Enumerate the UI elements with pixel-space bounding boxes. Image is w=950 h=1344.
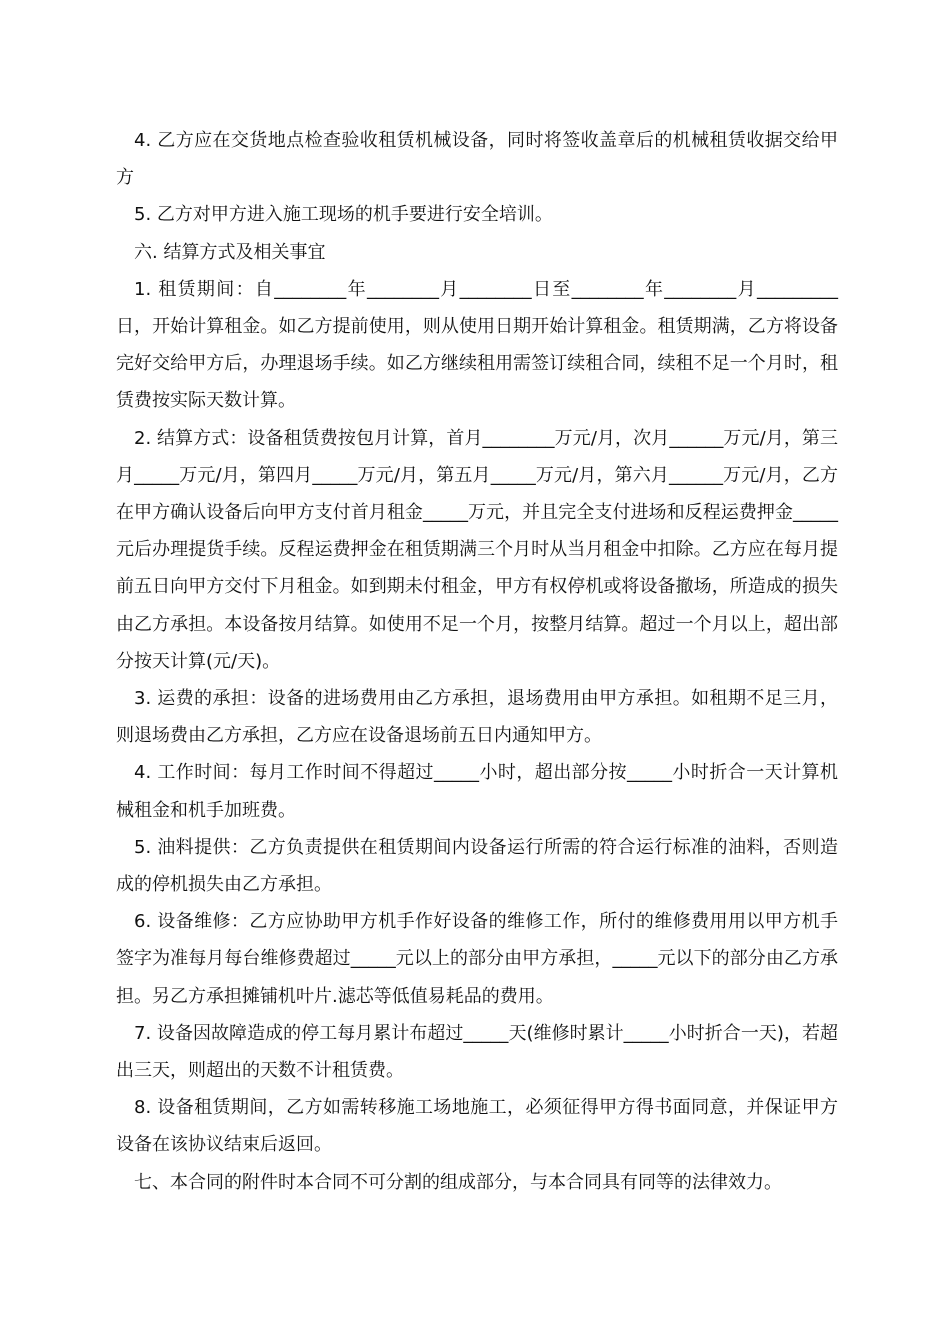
section-7-annex: 七、本合同的附件时本合同不可分割的组成部分，与本合同具有同等的法律效力。 [134, 1171, 782, 1193]
clause-5-safety-training: 5. 乙方对甲方进入施工现场的机手要进行安全培训。 [134, 204, 553, 226]
clause-6-maintenance: 6. 设备维修：乙方应协助甲方机手作好设备的维修工作，所付的维修费用用以甲方机手签字为准每月每台维修费超过_____元以上的部分由甲方承担，_____元以下的部分由乙方承担。另乙方承担摊铺机叶片.滤芯等低值易耗品的费用。 [116, 911, 838, 1007]
section-6-heading: 六. 结算方式及相关事宜 [134, 241, 326, 263]
document-body [116, 122, 838, 1201]
clause-4-working-hours: 4. 工作时间：每月工作时间不得超过_____小时，超出部分按_____小时折合一天计算机械租金和机手加班费。 [116, 762, 838, 821]
clause-2-settlement-method: 2. 结算方式：设备租赁费按包月计算，首月________万元/月，次月______万元/月，第三月_____万元/月，第四月_____万元/月，第五月_____万元/月，第六月______万元/月，乙方在甲方确认设备后向甲方支付首月租金_____万元，并且完全支付进场和反程运费押金_____元后办理提货手续。反程运费押金在租赁期满三个月时从当月租金中扣除。乙方应在每月提前五日向甲方交付下月租金。如到期未付租金，甲方有权停机或将设备撤场，所造成的损失由乙方承担。本设备按月结算。如使用不足一个月，按整月结算。超过一个月以上，超出部分按天计算(元/天)。 [116, 427, 838, 672]
clause-8-site-transfer: 8. 设备租赁期间，乙方如需转移施工场地施工，必须征得甲方得书面同意，并保证甲方设备在该协议结束后返回。 [116, 1097, 838, 1156]
clause-7-downtime: 7. 设备因故障造成的停工每月累计布超过_____天(维修时累计_____小时折合一天)，若超出三天，则超出的天数不计租赁费。 [116, 1022, 838, 1082]
clause-3-freight: 3. 运费的承担：设备的进场费用由乙方承担，退场费用由甲方承担。如租期不足三月，则退场费由乙方承担，乙方应在设备退场前五日内通知甲方。 [116, 688, 838, 747]
clause-1-lease-period: 1. 租赁期间：自________年________月________日至________年________月_________日，开始计算租金。如乙方提前使用，则从使用日期开始计算租金。租赁期满，乙方将设备完好交给甲方后，办理退场手续。如乙方继续租用需签订续租合同，续租不足一个月时，租赁费按实际天数计算。 [116, 278, 838, 412]
clause-5-fuel-supply: 5. 油料提供：乙方负责提供在租赁期间内设备运行所需的符合运行标准的油料，否则造成的停机损失由乙方承担。 [116, 836, 838, 896]
clause-4-inspection: 4. 乙方应在交货地点检查验收租赁机械设备，同时将签收盖章后的机械租赁收据交给甲方 [116, 130, 838, 189]
